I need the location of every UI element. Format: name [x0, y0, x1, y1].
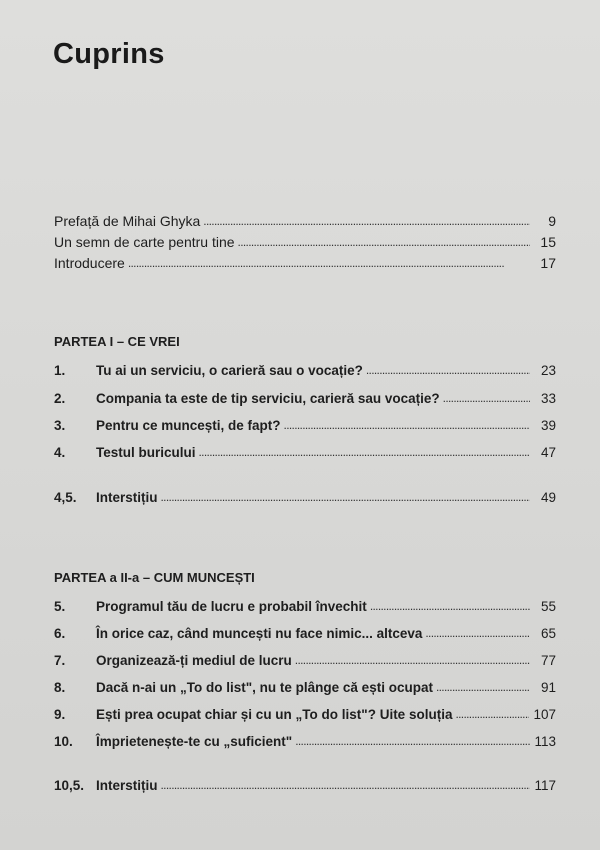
toc-page-number: 15: [540, 234, 556, 250]
toc-page-number: 47: [540, 444, 556, 460]
part-heading: PARTEA I – CE VREI: [54, 334, 180, 349]
dot-leader: [436, 678, 530, 692]
dot-leader: [161, 776, 530, 790]
chapter-number: 4,5.: [54, 489, 77, 505]
chapter-title: Pentru ce muncești, de fapt?: [96, 417, 281, 433]
chapter-title: Interstițiu: [96, 489, 158, 505]
dot-leader: [425, 624, 530, 638]
toc-page-number: 77: [540, 652, 556, 668]
chapter-title: Testul buricului: [96, 444, 196, 460]
chapter-number: 3.: [54, 417, 66, 433]
chapter-title: Împrietenește-te cu „suficient": [96, 733, 293, 749]
dot-leader: [295, 732, 530, 746]
dot-leader: [161, 488, 530, 502]
toc-entry-preface: [54, 212, 556, 229]
toc-entry-introduction: [54, 254, 556, 271]
toc-entry-title: Introducere: [54, 255, 125, 271]
chapter-number: 1.: [54, 362, 66, 378]
chapter-number: 4.: [54, 444, 66, 460]
chapter-title: Programul tău de lucru e probabil învechit: [96, 598, 367, 614]
toc-chapter: [54, 678, 556, 695]
chapter-title: Tu ai un serviciu, o carieră sau o vocație?: [96, 362, 363, 378]
toc-entry-title: Prefață de Mihai Ghyka: [54, 213, 201, 229]
toc-chapter: [54, 624, 556, 641]
toc-chapter: [54, 732, 556, 749]
chapter-number: 2.: [54, 390, 66, 406]
show-through-text: [160, 8, 590, 208]
toc-entry-title: Un semn de carte pentru tine: [54, 234, 235, 250]
toc-chapter: [54, 651, 556, 668]
toc-page-number: 117: [534, 777, 556, 793]
toc-chapter: [54, 389, 556, 406]
dot-leader: [203, 212, 530, 226]
toc-chapter: [54, 443, 556, 460]
dot-leader: [284, 416, 530, 430]
toc-page-number: 113: [534, 733, 556, 749]
toc-page-number: 91: [540, 679, 556, 695]
toc-page-number: 17: [540, 255, 556, 271]
toc-entry-bookmark: [54, 233, 556, 250]
chapter-title: Ești prea ocupat chiar și cu un „To do list"? Uite soluția: [96, 706, 453, 722]
toc-page-number: 49: [540, 489, 556, 505]
dot-leader: [366, 361, 530, 375]
toc-chapter: [54, 488, 556, 505]
dot-leader: [199, 443, 530, 457]
chapter-title: În orice caz, când muncești nu face nimic... altceva: [96, 625, 423, 641]
toc-chapter: [54, 776, 556, 793]
toc-page-number: 39: [540, 417, 556, 433]
chapter-number: 10.: [54, 733, 73, 749]
toc-page-number: 55: [540, 598, 556, 614]
dot-leader: [295, 651, 530, 665]
chapter-title: Dacă n-ai un „To do list", nu te plânge că ești ocupat: [96, 679, 433, 695]
toc-page-number: 33: [540, 390, 556, 406]
chapter-number: 9.: [54, 706, 66, 722]
toc-chapter: [54, 597, 556, 614]
chapter-number: 8.: [54, 679, 66, 695]
toc-chapter: [54, 361, 556, 378]
chapter-number: 7.: [54, 652, 66, 668]
toc-page-number: 23: [540, 362, 556, 378]
toc-page-number: 65: [540, 625, 556, 641]
dot-leader: [370, 597, 530, 611]
chapter-title: Interstițiu: [96, 777, 158, 793]
chapter-title: Compania ta este de tip serviciu, carieră sau vocație?: [96, 390, 440, 406]
chapter-number: 6.: [54, 625, 66, 641]
dot-leader: [443, 389, 530, 403]
dot-leader: [455, 705, 529, 719]
dot-leader: [238, 233, 530, 247]
toc-chapter: [54, 705, 556, 722]
toc-page-number: 9: [548, 213, 556, 229]
chapter-number: 10,5.: [54, 777, 85, 793]
toc-chapter: [54, 416, 556, 433]
part-heading: PARTEA a II-a – CUM MUNCEȘTI: [54, 570, 255, 585]
dot-leader: [128, 254, 530, 268]
page-title: Cuprins: [53, 38, 165, 70]
toc-page-number: 107: [533, 706, 556, 722]
chapter-number: 5.: [54, 598, 66, 614]
chapter-title: Organizează-ți mediul de lucru: [96, 652, 292, 668]
